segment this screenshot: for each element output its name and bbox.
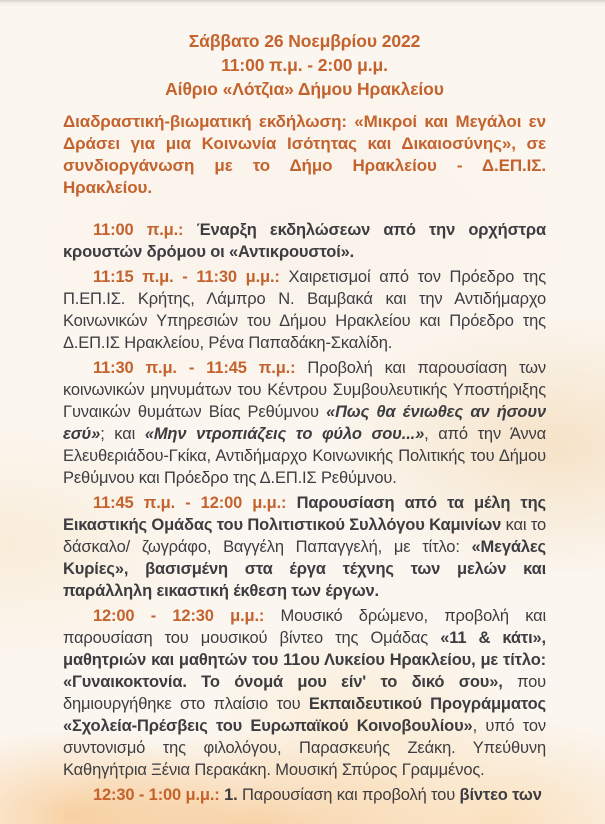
schedule-entry [63, 266, 546, 354]
event-venue: Αίθριο «Λότζια» Δήμου Ηρακλείου [165, 79, 444, 99]
time-label: 12:00 - 12:30 μ.μ.: [93, 607, 265, 625]
schedule-entry [63, 357, 546, 489]
entry-text-run: Παρουσίαση και προβολή του [237, 786, 460, 804]
entry-text-run: 1. [219, 786, 238, 804]
entry-text-run: «11 & κάτι», μαθητριών και μαθητών του 11ου Λυκείου Ηρακλείου, με τίτλο: «Γυναικοκτονία. Το όνομά μου είν' το δικό σου», [63, 629, 546, 691]
schedule-entry [63, 219, 546, 263]
event-time-range: 11:00 π.μ. - 2:00 μ.μ. [221, 55, 388, 75]
entry-text-run: και το δάσκαλο/ ζωγράφο, Βαγγέλη Παπαγγελή, με τίτλο: [63, 516, 547, 556]
time-label: 12:30 - 1:00 μ.μ.: [93, 786, 220, 804]
entry-text-run: «Πως θα ένιωθες αν ήσουν εσύ» [63, 403, 546, 443]
entry-text-run: , από την Άννα Ελευθεριάδου-Γκίκα, Αντιδήμαρχο Κοινωνικής Πολιτικής του Δήμου Ρεθύμνου και Πρόεδρο της Δ.ΕΠ.ΙΣ Ρεθύμνου. [63, 425, 546, 487]
event-header [63, 29, 546, 101]
event-description: Διαδραστική-βιωματική εκδήλωση: «Μικροί και Μεγάλοι εν Δράσει για μια Κοινωνία Ισότητας και Δικαιοσύνης», σε συνδιοργάνωση με το Δήμο Ηρακλείου - Δ.ΕΠ.ΙΣ. Ηρακλείου. [63, 112, 546, 197]
entry-text-run: Έναρξη εκδηλώσεων από την ορχήστρα κρουστών δρόμου οι «Αντικρουστοί». [63, 221, 546, 261]
entry-text-run: ; και [100, 425, 145, 443]
entry-text-run: που δημιουργήθηκε στο πλαίσιο του [63, 673, 546, 713]
entry-text-run: «Μην ντροπιάζεις το φύλο σου...» [144, 425, 425, 443]
schedule-list [63, 219, 546, 806]
schedule-entry [63, 605, 546, 781]
time-label: 11:15 π.μ. - 11:30 μ.μ.: [93, 268, 280, 286]
entry-text-run: , υπό τον συντονισμό της φιλολόγου, Παρασκευής Ζεάκη. Υπεύθυνη Καθηγήτρια Ξένια Περακάκη. Μουσική Σπύρος Γραμμένος. [63, 717, 547, 779]
entry-text-run: «Μεγάλες Κυρίες», βασισμένη στα έργα τέχνης των μελών και παράλληλη εικαστική έκθεση των έργων. [63, 538, 546, 600]
entry-text-run: Παρουσίαση από τα μέλη της Εικαστικής Ομάδας του Πολιτιστικού Συλλόγου Καμινίων [63, 494, 546, 534]
entry-text-run: Μουσικό δρώμενο, προβολή και παρουσίαση του μουσικού βίντεο της Ομάδας [63, 607, 547, 647]
time-label: 11:45 π.μ. - 12:00 μ.μ.: [93, 494, 287, 512]
time-label: 11:00 π.μ.: [93, 221, 184, 239]
entry-text-run: βίντεο των [459, 786, 542, 804]
event-date: Σάββατο 26 Νοεμβρίου 2022 [188, 31, 421, 51]
entry-text-run: Προβολή και παρουσίαση των κοινωνικών μηνυμάτων του Κέντρου Συμβουλευτικής Υποστήριξης Γυναικών θυμάτων Βίας Ρεθύμνου [63, 359, 546, 421]
entry-text-run: Χαιρετισμοί από τον Πρόεδρο της Π.ΕΠ.ΙΣ. Κρήτης, Λάμπρο Ν. Βαμβακά και την Αντιδήμαρχο Κοινωνικών Υπηρεσιών του Δήμου Ηρακλείου και Πρόεδρο της Δ.ΕΠ.ΙΣ Ηρακλείου, Ρένα Παπαδάκη-Σκαλίδη. [63, 268, 547, 352]
time-label: 11:30 π.μ. - 11:45 π.μ.: [93, 359, 296, 377]
schedule-entry [63, 784, 546, 806]
schedule-entry [63, 492, 546, 602]
entry-text-run: Εκπαιδευτικού Προγράμματος «Σχολεία-Πρέσβεις του Ευρωπαϊκού Κοινοβουλίου» [63, 695, 546, 735]
